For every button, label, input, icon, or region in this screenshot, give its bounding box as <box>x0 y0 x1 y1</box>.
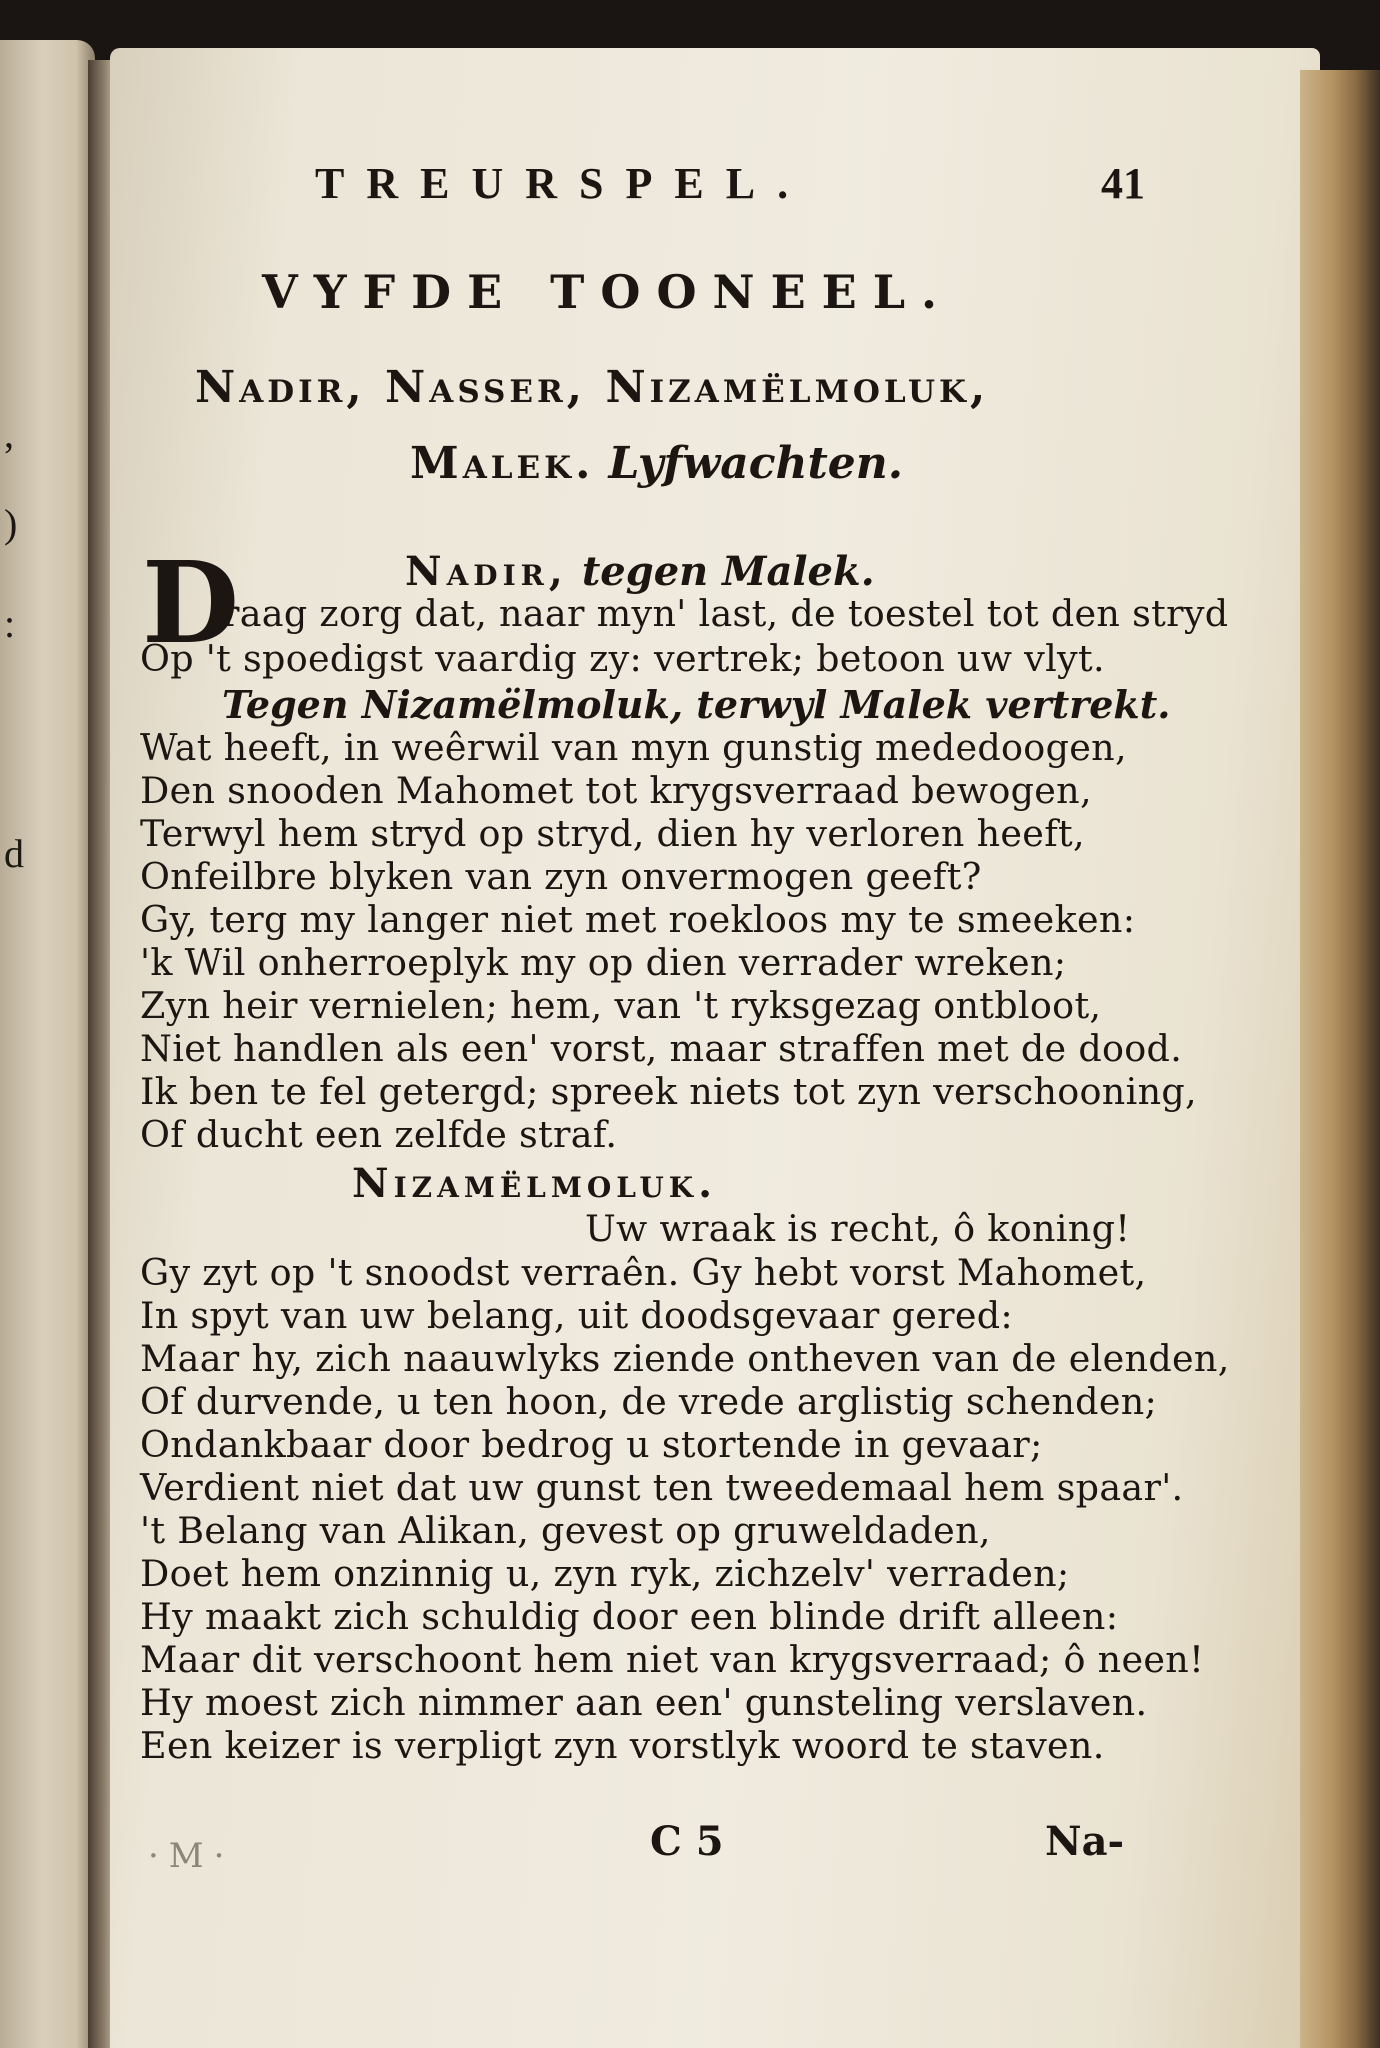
facing-page-mark: , <box>4 411 14 456</box>
verse-line: Niet handlen als een' vorst, maar straffen met de dood. <box>140 1027 1183 1070</box>
verse-line: Hy maakt zich schuldig door een blinde drift alleen: <box>140 1595 1119 1638</box>
verse-line: Ondankbaar door bedrog u stortende in gevaar; <box>140 1423 1043 1466</box>
page-edge <box>1300 70 1380 2048</box>
facing-page <box>0 40 95 2048</box>
verse-line: Wat heeft, in weêrwil van myn gunstig mededoogen, <box>140 726 1127 769</box>
verse-line: 't Belang van Alikan, gevest op gruweldaden, <box>140 1509 991 1552</box>
stage-direction: Tegen Nizamëlmoluk, terwyl Malek vertrekt. <box>222 682 1171 727</box>
verse-line: raag zorg dat, naar myn' last, de toestel tot den stryd <box>222 592 1229 635</box>
verse-line: Een keizer is verpligt zyn vorstlyk woord te staven. <box>140 1724 1105 1767</box>
running-title: TREURSPEL. <box>315 159 811 208</box>
verse-line: Hy moest zich nimmer aan een' gunsteling verslaven. <box>140 1681 1148 1724</box>
verse-line: Gy zyt op 't snoodst verraên. Gy hebt vorst Mahomet, <box>140 1251 1147 1294</box>
verse-line: Maar dit verschoont hem niet van krygsverraad; ô neen! <box>140 1638 1205 1681</box>
running-head <box>185 158 1145 218</box>
dramatis-personae-line2 <box>410 438 903 489</box>
verse-line: In spyt van uw belang, uit doodsgevaar gered: <box>140 1294 1014 1337</box>
verse-line: Maar hy, zich naauwlyks ziende ontheven van de elenden, <box>140 1337 1230 1380</box>
facing-page-mark: : <box>4 601 16 646</box>
verse-line: Onfeilbre blyken van zyn onvermogen geeft? <box>140 855 982 898</box>
verse-line: Zyn heir vernielen; hem, van 't ryksgezag ontbloot, <box>140 984 1102 1027</box>
facing-page-mark: d <box>4 831 24 876</box>
verse-line: Gy, terg my langer niet met roekloos my te smeeken: <box>140 898 1136 941</box>
verse-line: Of ducht een zelfde straf. <box>140 1113 618 1156</box>
verse-line: Of durvende, u ten hoon, de vrede arglistig schenden; <box>140 1380 1158 1423</box>
speaker-name: Nizamëlmoluk. <box>352 1160 718 1207</box>
verse-line: Verdient niet dat uw gunst ten tweedemaal hem spaar'. <box>140 1466 1184 1509</box>
show-through-text: ·M· <box>148 1836 235 1876</box>
facing-page-mark: ) <box>4 501 18 546</box>
verse-line: Terwyl hem stryd op stryd, dien hy verloren heeft, <box>140 812 1085 855</box>
verse-line: Uw wraak is recht, ô koning! <box>585 1207 1131 1250</box>
verse-line: Den snooden Mahomet tot krygsverraad bewogen, <box>140 769 1092 812</box>
catchword: Na- <box>1045 1818 1125 1865</box>
persona-extra: Lyfwachten. <box>608 438 904 489</box>
verse-line: Op 't spoedigst vaardig zy: vertrek; betoon uw vlyt. <box>140 637 1105 680</box>
page-number: 41 <box>1101 159 1145 208</box>
speaker-heading <box>352 1160 717 1207</box>
speaker-name: Nadir, <box>405 548 568 595</box>
signature-mark: C 5 <box>650 1818 724 1865</box>
verse-line: 'k Wil onherroeplyk my op dien verrader wreken; <box>140 941 1067 984</box>
dramatis-personae: Nadir, Nasser, Nizamëlmoluk, <box>195 362 990 413</box>
speaker-heading <box>405 548 875 595</box>
verse-line: Ik ben te fel getergd; spreek niets tot zyn verschooning, <box>140 1070 1197 1113</box>
drop-capital: D <box>142 538 240 669</box>
persona-name: Malek. <box>410 438 595 489</box>
scene-title: VYFDE TOONEEL. <box>262 265 954 319</box>
verse-line: Doet hem onzinnig u, zyn ryk, zichzelv' verraden; <box>140 1552 1070 1595</box>
speaker-direction: tegen Malek. <box>581 548 875 595</box>
